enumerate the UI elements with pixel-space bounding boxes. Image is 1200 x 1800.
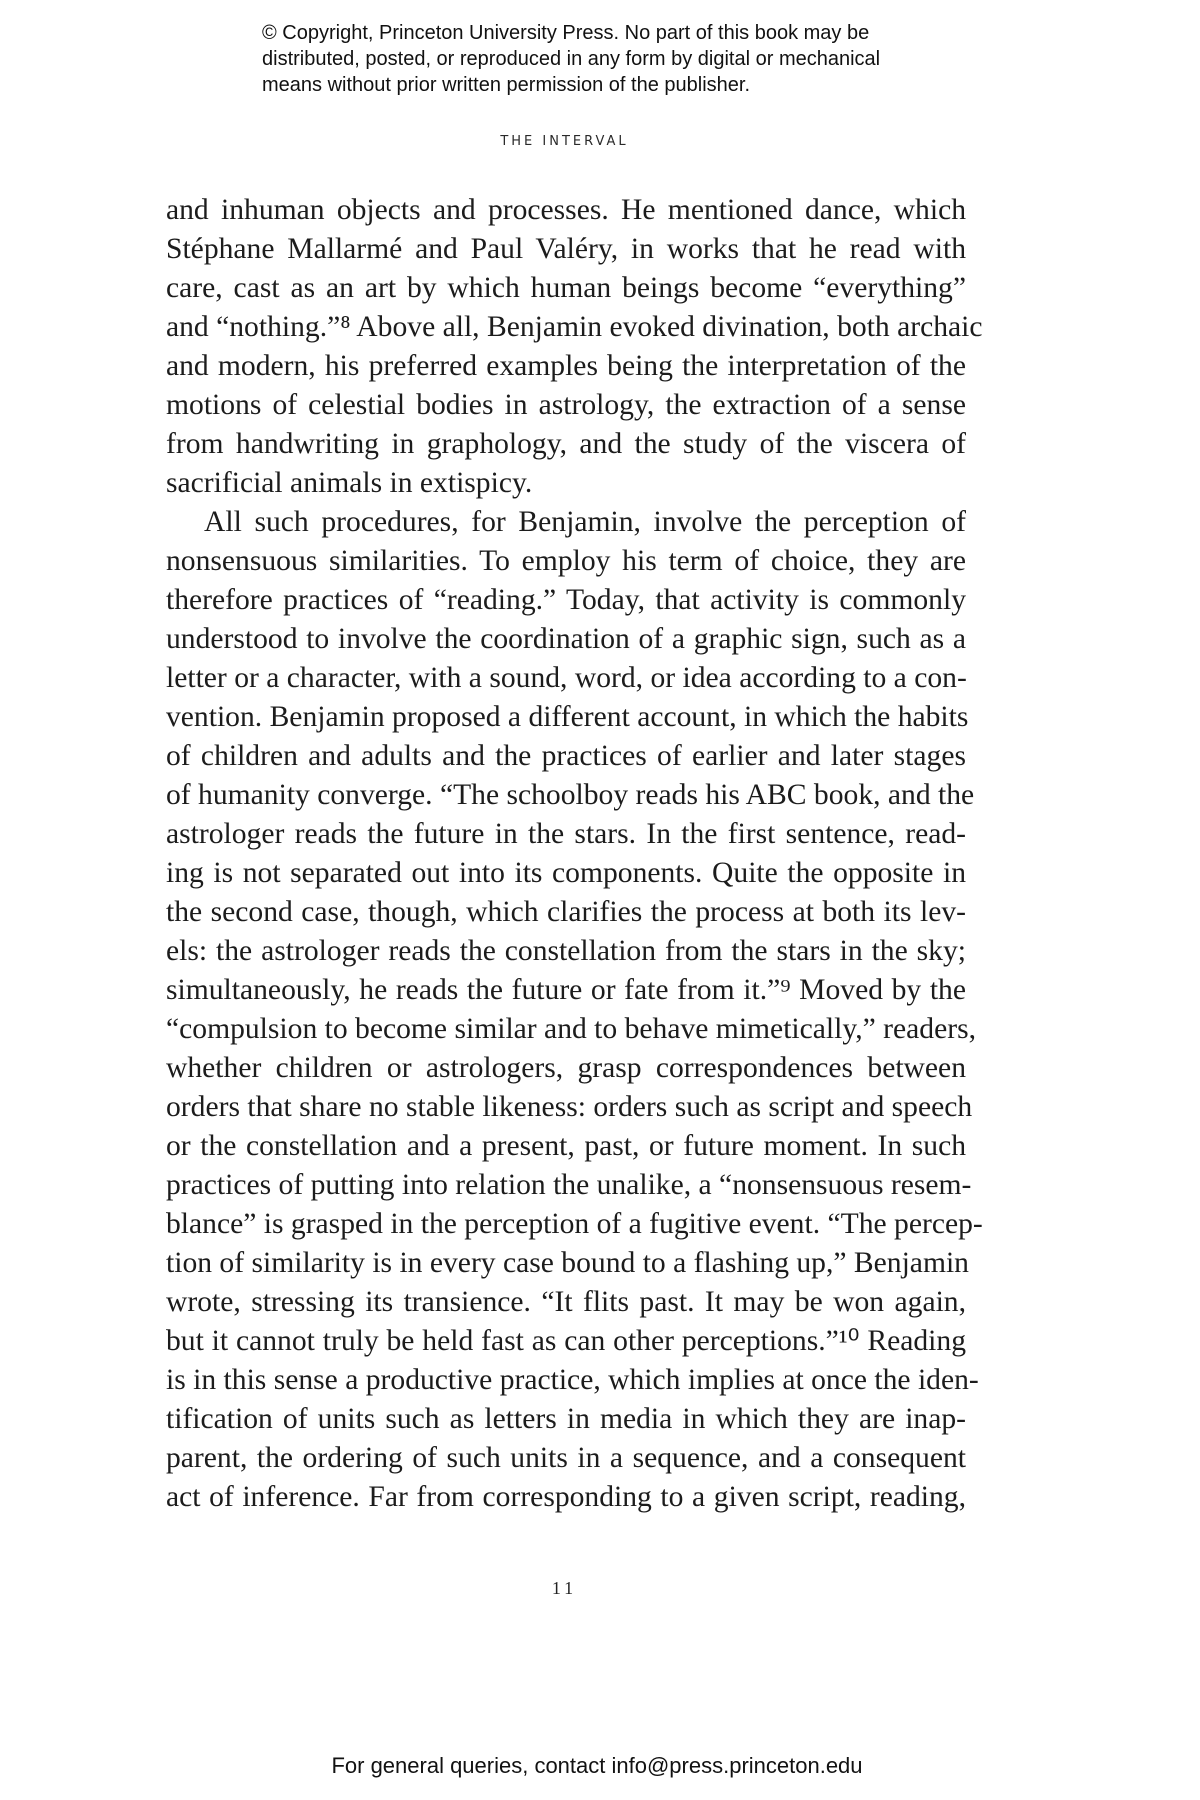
text-line: letter or a character, with a sound, word, or idea according to a con- — [166, 662, 967, 694]
text-line: “compulsion to become similar and to behave mimetically,” readers, — [166, 1013, 976, 1045]
text-line: orders that share no stable likeness: orders such as script and speech — [166, 1091, 973, 1123]
text-line: vention. Benjamin proposed a different account, in which the habits — [166, 701, 969, 733]
copyright-line: © Copyright, Princeton University Press. No part of this book may be — [262, 22, 870, 44]
text-line: blance” is grasped in the perception of a fugitive event. “The percep- — [166, 1208, 983, 1240]
text-line: simultaneously, he reads the future or fate from it.”⁹ Moved by the — [166, 974, 966, 1006]
text-line: or the constellation and a present, past, or future moment. In such — [166, 1130, 966, 1162]
page-number: 11 — [551, 1578, 578, 1598]
text-line: whether children or astrologers, grasp correspondences between — [166, 1052, 966, 1084]
text-line: nonsensuous similarities. To employ his term of choice, they are — [166, 545, 966, 577]
text-line: but it cannot truly be held fast as can other perceptions.”¹⁰ Reading — [166, 1325, 966, 1357]
footer-contact: For general queries, contact info@press.princeton.edu — [331, 1753, 863, 1778]
text-line: parent, the ordering of such units in a sequence, and a consequent — [166, 1442, 966, 1474]
text-line: is in this sense a productive practice, which implies at once the iden- — [166, 1364, 979, 1396]
text-line: act of inference. Far from corresponding to a given script, reading, — [166, 1481, 966, 1513]
text-line: of humanity converge. “The schoolboy reads his ABC book, and the — [166, 779, 975, 811]
body-text — [166, 191, 983, 1517]
text-line: ing is not separated out into its components. Quite the opposite in — [166, 857, 966, 889]
text-line: the second case, though, which clarifies the process at both its lev- — [166, 896, 966, 928]
text-line: and inhuman objects and processes. He mentioned dance, which — [166, 194, 966, 226]
text-line: wrote, stressing its transience. “It flits past. It may be won again, — [166, 1286, 966, 1318]
paragraph-start-line: All such procedures, for Benjamin, involve the perception of — [204, 506, 966, 538]
text-line: and “nothing.”⁸ Above all, Benjamin evoked divination, both archaic — [166, 311, 983, 343]
copyright-line: distributed, posted, or reproduced in any form by digital or mechanical — [262, 48, 881, 70]
copyright-notice — [262, 20, 982, 98]
text-line: Stéphane Mallarmé and Paul Valéry, in works that he read with — [166, 233, 966, 265]
text-line: tification of units such as letters in media in which they are inap- — [166, 1403, 966, 1435]
text-line: therefore practices of “reading.” Today, that activity is commonly — [166, 584, 966, 616]
text-line: and modern, his preferred examples being the interpretation of the — [166, 350, 966, 382]
text-line: of children and adults and the practices of earlier and later stages — [166, 740, 966, 772]
text-line: understood to involve the coordination of a graphic sign, such as a — [166, 623, 966, 655]
text-line: practices of putting into relation the unalike, a “nonsensuous resem- — [166, 1169, 972, 1201]
paragraph-end-line: sacrificial animals in extispicy. — [166, 467, 533, 499]
text-line: from handwriting in graphology, and the study of the viscera of — [166, 428, 966, 460]
text-line: motions of celestial bodies in astrology, the extraction of a sense — [166, 389, 966, 421]
text-line: tion of similarity is in every case bound to a flashing up,” Benjamin — [166, 1247, 969, 1279]
text-line: astrologer reads the future in the stars. In the first sentence, read- — [166, 818, 966, 850]
text-line: els: the astrologer reads the constellation from the stars in the sky; — [166, 935, 966, 967]
running-head: THE INTERVAL — [500, 134, 629, 149]
text-line: care, cast as an art by which human beings become “everything” — [166, 272, 966, 304]
copyright-line: means without prior written permission of the publisher. — [262, 74, 751, 96]
